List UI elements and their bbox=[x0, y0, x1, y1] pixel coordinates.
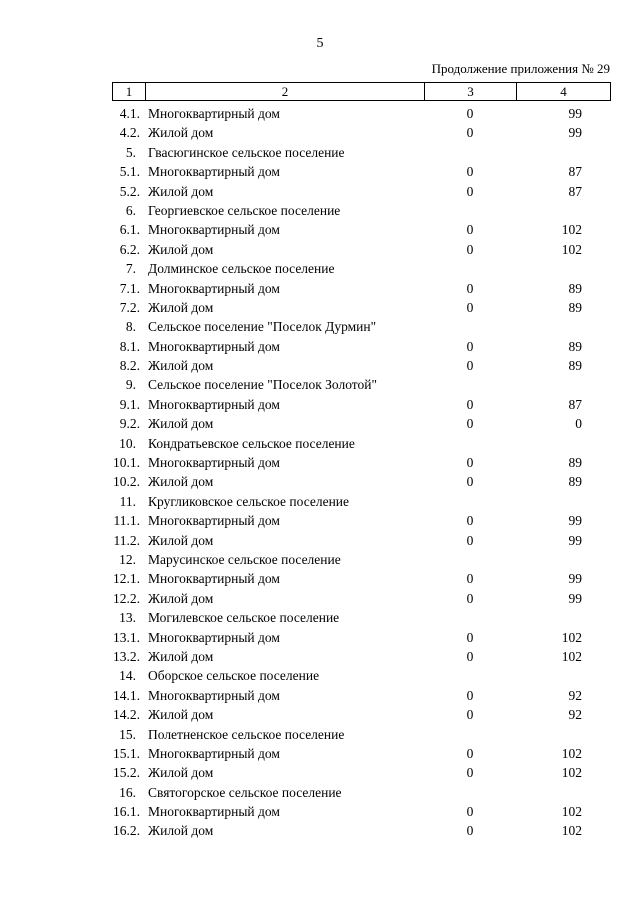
row-number: 8. bbox=[125, 319, 136, 335]
row-number: 10.2. bbox=[113, 474, 140, 490]
row-col-3: 0 bbox=[466, 396, 474, 412]
table-section-row bbox=[0, 608, 640, 627]
row-number: 16. bbox=[119, 784, 136, 800]
row-name: Жилой дом bbox=[148, 765, 214, 781]
row-name: Сельское поселение "Поселок Золотой" bbox=[148, 377, 377, 393]
table-row bbox=[0, 569, 640, 588]
table-row bbox=[0, 511, 640, 530]
row-name: Жилой дом bbox=[148, 183, 214, 199]
row-col-4: 102 bbox=[561, 765, 582, 781]
table-row bbox=[0, 763, 640, 782]
row-col-4: 102 bbox=[561, 804, 582, 820]
row-col-4: 99 bbox=[568, 532, 582, 548]
row-number: 5. bbox=[125, 144, 136, 160]
row-number: 12.2. bbox=[113, 590, 140, 606]
row-number: 6. bbox=[125, 202, 136, 218]
row-name: Многоквартирный дом bbox=[148, 222, 280, 238]
row-name: Долминское сельское поселение bbox=[148, 261, 335, 277]
table-row bbox=[0, 686, 640, 705]
row-col-4: 102 bbox=[561, 222, 582, 238]
table-row bbox=[0, 104, 640, 123]
row-name: Святогорское сельское поселение bbox=[148, 784, 342, 800]
table-section-row bbox=[0, 725, 640, 744]
row-col-4: 92 bbox=[568, 687, 582, 703]
table-row bbox=[0, 821, 640, 840]
row-name: Жилой дом bbox=[148, 532, 214, 548]
row-number: 13.2. bbox=[113, 648, 140, 664]
table-row bbox=[0, 705, 640, 724]
row-name: Жилой дом bbox=[148, 241, 214, 257]
row-name: Жилой дом bbox=[148, 358, 214, 374]
row-number: 16.1. bbox=[113, 804, 140, 820]
row-col-3: 0 bbox=[466, 416, 474, 432]
row-col-3: 0 bbox=[466, 823, 474, 839]
row-col-3: 0 bbox=[466, 532, 474, 548]
row-name: Жилой дом bbox=[148, 416, 214, 432]
row-number: 9.2. bbox=[119, 416, 140, 432]
row-number: 4.2. bbox=[119, 125, 140, 141]
row-col-4: 99 bbox=[568, 571, 582, 587]
row-number: 7.1. bbox=[119, 280, 140, 296]
row-col-3: 0 bbox=[466, 590, 474, 606]
row-name: Многоквартирный дом bbox=[148, 629, 280, 645]
row-name: Жилой дом bbox=[148, 707, 214, 723]
row-col-4: 102 bbox=[561, 745, 582, 761]
row-name: Георгиевское сельское поселение bbox=[148, 202, 341, 218]
row-col-4: 89 bbox=[568, 299, 582, 315]
row-number: 4.1. bbox=[119, 106, 140, 121]
row-name: Многоквартирный дом bbox=[148, 280, 280, 296]
table-row bbox=[0, 453, 640, 472]
row-col-3: 0 bbox=[466, 571, 474, 587]
row-name: Многоквартирный дом bbox=[148, 106, 280, 121]
row-number: 9.1. bbox=[119, 396, 140, 412]
table-row bbox=[0, 647, 640, 666]
row-col-4: 102 bbox=[561, 629, 582, 645]
row-number: 10.1. bbox=[113, 455, 140, 471]
row-name: Многоквартирный дом bbox=[148, 745, 280, 761]
row-col-4: 89 bbox=[568, 358, 582, 374]
row-number: 8.1. bbox=[119, 338, 140, 354]
row-name: Жилой дом bbox=[148, 125, 214, 141]
table-section-row bbox=[0, 375, 640, 394]
row-col-4: 99 bbox=[568, 125, 582, 141]
row-col-3: 0 bbox=[466, 358, 474, 374]
row-col-4: 87 bbox=[568, 396, 582, 412]
row-name: Гвасюгинское сельское поселение bbox=[148, 144, 345, 160]
row-name: Полетненское сельское поселение bbox=[148, 726, 345, 742]
row-number: 14. bbox=[119, 668, 136, 684]
row-col-3: 0 bbox=[466, 222, 474, 238]
row-col-4: 89 bbox=[568, 455, 582, 471]
row-number: 8.2. bbox=[119, 358, 140, 374]
row-number: 11. bbox=[119, 493, 136, 509]
row-col-4: 99 bbox=[568, 106, 582, 121]
row-name: Многоквартирный дом bbox=[148, 571, 280, 587]
row-number: 14.2. bbox=[113, 707, 140, 723]
row-number: 6.2. bbox=[119, 241, 140, 257]
row-number: 6.1. bbox=[119, 222, 140, 238]
header-col-3: 3 bbox=[425, 83, 517, 101]
table-header bbox=[112, 82, 611, 101]
table-section-row bbox=[0, 201, 640, 220]
row-name: Кондратьевское сельское поселение bbox=[148, 435, 355, 451]
page-number: 5 bbox=[316, 36, 324, 51]
row-col-3: 0 bbox=[466, 125, 474, 141]
row-col-4: 102 bbox=[561, 241, 582, 257]
row-col-3: 0 bbox=[466, 765, 474, 781]
row-number: 13.1. bbox=[113, 629, 140, 645]
row-number: 5.1. bbox=[119, 164, 140, 180]
table-section-row bbox=[0, 434, 640, 453]
row-number: 12. bbox=[119, 551, 136, 567]
row-number: 16.2. bbox=[113, 823, 140, 839]
header-col-1: 1 bbox=[113, 83, 146, 101]
table-row bbox=[0, 182, 640, 201]
row-number: 5.2. bbox=[119, 183, 140, 199]
table-row bbox=[0, 628, 640, 647]
row-col-3: 0 bbox=[466, 241, 474, 257]
table-row bbox=[0, 802, 640, 821]
row-col-3: 0 bbox=[466, 338, 474, 354]
header-col-4: 4 bbox=[517, 83, 611, 101]
table-section-row bbox=[0, 492, 640, 511]
table-section-row bbox=[0, 666, 640, 685]
row-number: 15.2. bbox=[113, 765, 140, 781]
row-number: 15.1. bbox=[113, 745, 140, 761]
row-col-3: 0 bbox=[466, 687, 474, 703]
table-row bbox=[0, 531, 640, 550]
table-row bbox=[0, 472, 640, 491]
row-col-4: 102 bbox=[561, 648, 582, 664]
table-section-row bbox=[0, 259, 640, 278]
row-name: Многоквартирный дом bbox=[148, 455, 280, 471]
row-number: 12.1. bbox=[113, 571, 140, 587]
table-row bbox=[0, 123, 640, 142]
row-number: 10. bbox=[119, 435, 136, 451]
table-row bbox=[0, 589, 640, 608]
row-name: Марусинское сельское поселение bbox=[148, 551, 341, 567]
row-name: Могилевское сельское поселение bbox=[148, 610, 340, 626]
row-col-3: 0 bbox=[466, 280, 474, 296]
row-col-3: 0 bbox=[466, 106, 474, 121]
table-section-row bbox=[0, 317, 640, 336]
row-number: 11.1. bbox=[113, 513, 140, 529]
row-name: Жилой дом bbox=[148, 474, 214, 490]
row-name: Оборское сельское поселение bbox=[148, 668, 320, 684]
row-col-3: 0 bbox=[466, 629, 474, 645]
row-col-4: 87 bbox=[568, 183, 582, 199]
row-col-3: 0 bbox=[466, 745, 474, 761]
table-row bbox=[0, 356, 640, 375]
table-body bbox=[0, 104, 640, 841]
table-row bbox=[0, 298, 640, 317]
row-col-3: 0 bbox=[466, 804, 474, 820]
row-name: Сельское поселение "Поселок Дурмин" bbox=[148, 319, 377, 335]
row-col-4: 92 bbox=[568, 707, 582, 723]
row-col-3: 0 bbox=[466, 648, 474, 664]
row-number: 11.2. bbox=[113, 532, 140, 548]
row-col-4: 87 bbox=[568, 164, 582, 180]
row-col-3: 0 bbox=[466, 455, 474, 471]
row-col-4: 102 bbox=[561, 823, 582, 839]
row-name: Жилой дом bbox=[148, 648, 214, 664]
row-col-4: 89 bbox=[568, 280, 582, 296]
row-number: 7.2. bbox=[119, 299, 140, 315]
row-col-4: 99 bbox=[568, 590, 582, 606]
row-col-3: 0 bbox=[466, 474, 474, 490]
row-name: Жилой дом bbox=[148, 823, 214, 839]
continuation-caption: Продолжение приложения № 29 bbox=[431, 61, 610, 76]
row-number: 14.1. bbox=[113, 687, 140, 703]
row-col-4: 0 bbox=[575, 416, 582, 432]
row-name: Многоквартирный дом bbox=[148, 396, 280, 412]
row-col-3: 0 bbox=[466, 513, 474, 529]
table-row bbox=[0, 744, 640, 763]
row-name: Многоквартирный дом bbox=[148, 513, 280, 529]
row-col-4: 89 bbox=[568, 474, 582, 490]
row-name: Многоквартирный дом bbox=[148, 687, 280, 703]
table-row bbox=[0, 395, 640, 414]
row-number: 13. bbox=[119, 610, 136, 626]
row-name: Многоквартирный дом bbox=[148, 164, 280, 180]
row-number: 15. bbox=[119, 726, 136, 742]
row-col-4: 99 bbox=[568, 513, 582, 529]
row-name: Жилой дом bbox=[148, 299, 214, 315]
row-col-4: 89 bbox=[568, 338, 582, 354]
table-row bbox=[0, 414, 640, 433]
row-col-3: 0 bbox=[466, 164, 474, 180]
row-name: Многоквартирный дом bbox=[148, 804, 280, 820]
table-section-row bbox=[0, 550, 640, 569]
table-section-row bbox=[0, 783, 640, 802]
row-col-3: 0 bbox=[466, 183, 474, 199]
table-row bbox=[0, 279, 640, 298]
row-number: 9. bbox=[125, 377, 136, 393]
row-name: Кругликовское сельское поселение bbox=[148, 493, 350, 509]
table-row bbox=[0, 220, 640, 239]
table-section-row bbox=[0, 143, 640, 162]
table-row bbox=[0, 240, 640, 259]
table-row bbox=[0, 337, 640, 356]
row-name: Жилой дом bbox=[148, 590, 214, 606]
table-row bbox=[0, 162, 640, 181]
header-col-2: 2 bbox=[146, 83, 425, 101]
row-col-3: 0 bbox=[466, 299, 474, 315]
row-number: 7. bbox=[125, 261, 136, 277]
row-col-3: 0 bbox=[466, 707, 474, 723]
row-name: Многоквартирный дом bbox=[148, 338, 280, 354]
